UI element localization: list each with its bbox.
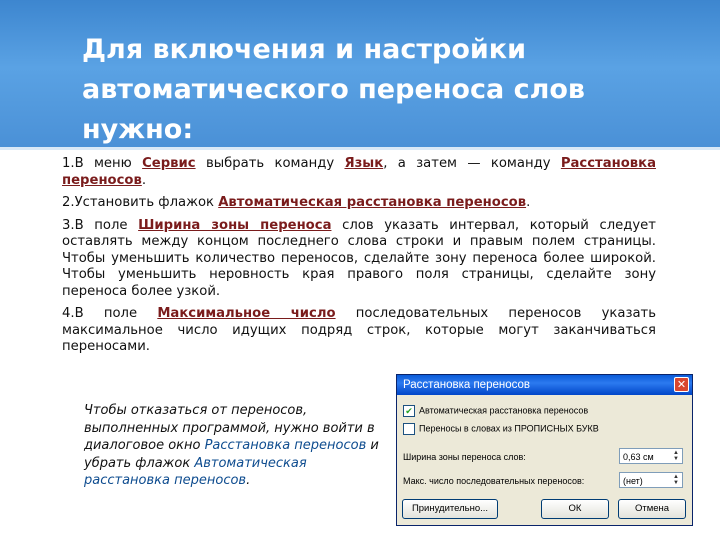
term-zone-width: Ширина зоны переноса bbox=[138, 217, 332, 233]
caps-hyphenation-checkbox[interactable] bbox=[403, 423, 599, 435]
note-dialog-name: Расстановка переносов bbox=[204, 438, 367, 453]
auto-hyphenation-checkbox[interactable] bbox=[403, 405, 588, 417]
title-banner bbox=[0, 0, 720, 150]
zone-width-input[interactable] bbox=[619, 448, 683, 464]
cancel-button[interactable]: Отмена bbox=[618, 499, 686, 519]
page-title: Для включения и настройки автоматического переноса слов нужно: bbox=[82, 34, 585, 145]
term-hyphenation: Расстановка переносов bbox=[62, 156, 656, 188]
term-max-count: Максимальное число bbox=[157, 306, 336, 321]
note-part-3: . bbox=[246, 473, 251, 488]
close-icon[interactable]: ✕ bbox=[674, 377, 689, 392]
note-flag-name: Автоматическая расстановка переносов bbox=[84, 455, 307, 488]
step-3-rest: слов указать интервал, который следует оставлять между концом последнего слова строки и правым полем страницы. Чтобы уменьшить количество переносов, сделайте зону переноса более широкой. Чтобы уменьшить неровность края правого поля страницы, сделайте зону переноса более узкой. bbox=[62, 217, 656, 299]
term-auto-hyphenation: Автоматическая расстановка переносов bbox=[218, 195, 527, 210]
manual-button[interactable]: Принудительно... bbox=[402, 499, 498, 519]
auto-hyphenation-label: Автоматическая расстановка переносов bbox=[419, 405, 589, 416]
term-language: Язык bbox=[344, 156, 384, 171]
term-service: Сервис bbox=[142, 156, 196, 171]
step-2-text: 2.Установить флажок bbox=[62, 195, 219, 210]
step-2 bbox=[62, 195, 656, 212]
spinner-icon[interactable]: ▲ ▼ bbox=[673, 474, 679, 486]
step-1-text-3: , а затем — команду bbox=[383, 156, 561, 171]
empty-checkbox-icon bbox=[403, 423, 415, 435]
ok-button[interactable]: ОК bbox=[541, 499, 609, 519]
hyphenation-dialog bbox=[396, 374, 693, 526]
step-1-end: . bbox=[141, 172, 147, 188]
instructions bbox=[62, 156, 656, 362]
note-text bbox=[84, 402, 384, 490]
step-4-rest: последовательных переносов указать максимальное число идущих подряд строк, которые могут заканчиваться переносами. bbox=[62, 306, 657, 354]
note-part-1: Чтобы отказаться от переносов, выполненных программой, нужно войти в диалоговое окно bbox=[84, 403, 375, 453]
zone-width-label: Ширина зоны переноса слов: bbox=[403, 452, 526, 462]
max-consecutive-value: (нет) bbox=[623, 476, 643, 486]
step-3-text: 3.В поле bbox=[62, 217, 139, 233]
dialog-title: Расстановка переносов bbox=[403, 379, 530, 391]
zone-width-value: 0,63 см bbox=[623, 452, 654, 462]
max-consecutive-label: Макс. число последовательных переносов: bbox=[403, 476, 585, 486]
spinner-icon[interactable]: ▲ ▼ bbox=[673, 450, 679, 462]
step-1-text: 1.В меню bbox=[62, 156, 143, 171]
checkmark-icon: ✔ bbox=[403, 405, 415, 417]
step-4 bbox=[62, 306, 656, 356]
step-3 bbox=[62, 218, 656, 301]
step-4-text: 4.В поле bbox=[62, 306, 158, 321]
note-part-2: и убрать флажок bbox=[84, 438, 379, 471]
caps-hyphenation-label: Переносы в словах из ПРОПИСНЫХ БУКВ bbox=[419, 423, 599, 434]
dialog-titlebar bbox=[397, 375, 692, 395]
step-1-text-2: выбрать команду bbox=[195, 156, 345, 171]
step-2-end: . bbox=[526, 195, 531, 210]
max-consecutive-input[interactable] bbox=[619, 472, 683, 488]
step-1 bbox=[62, 156, 656, 189]
